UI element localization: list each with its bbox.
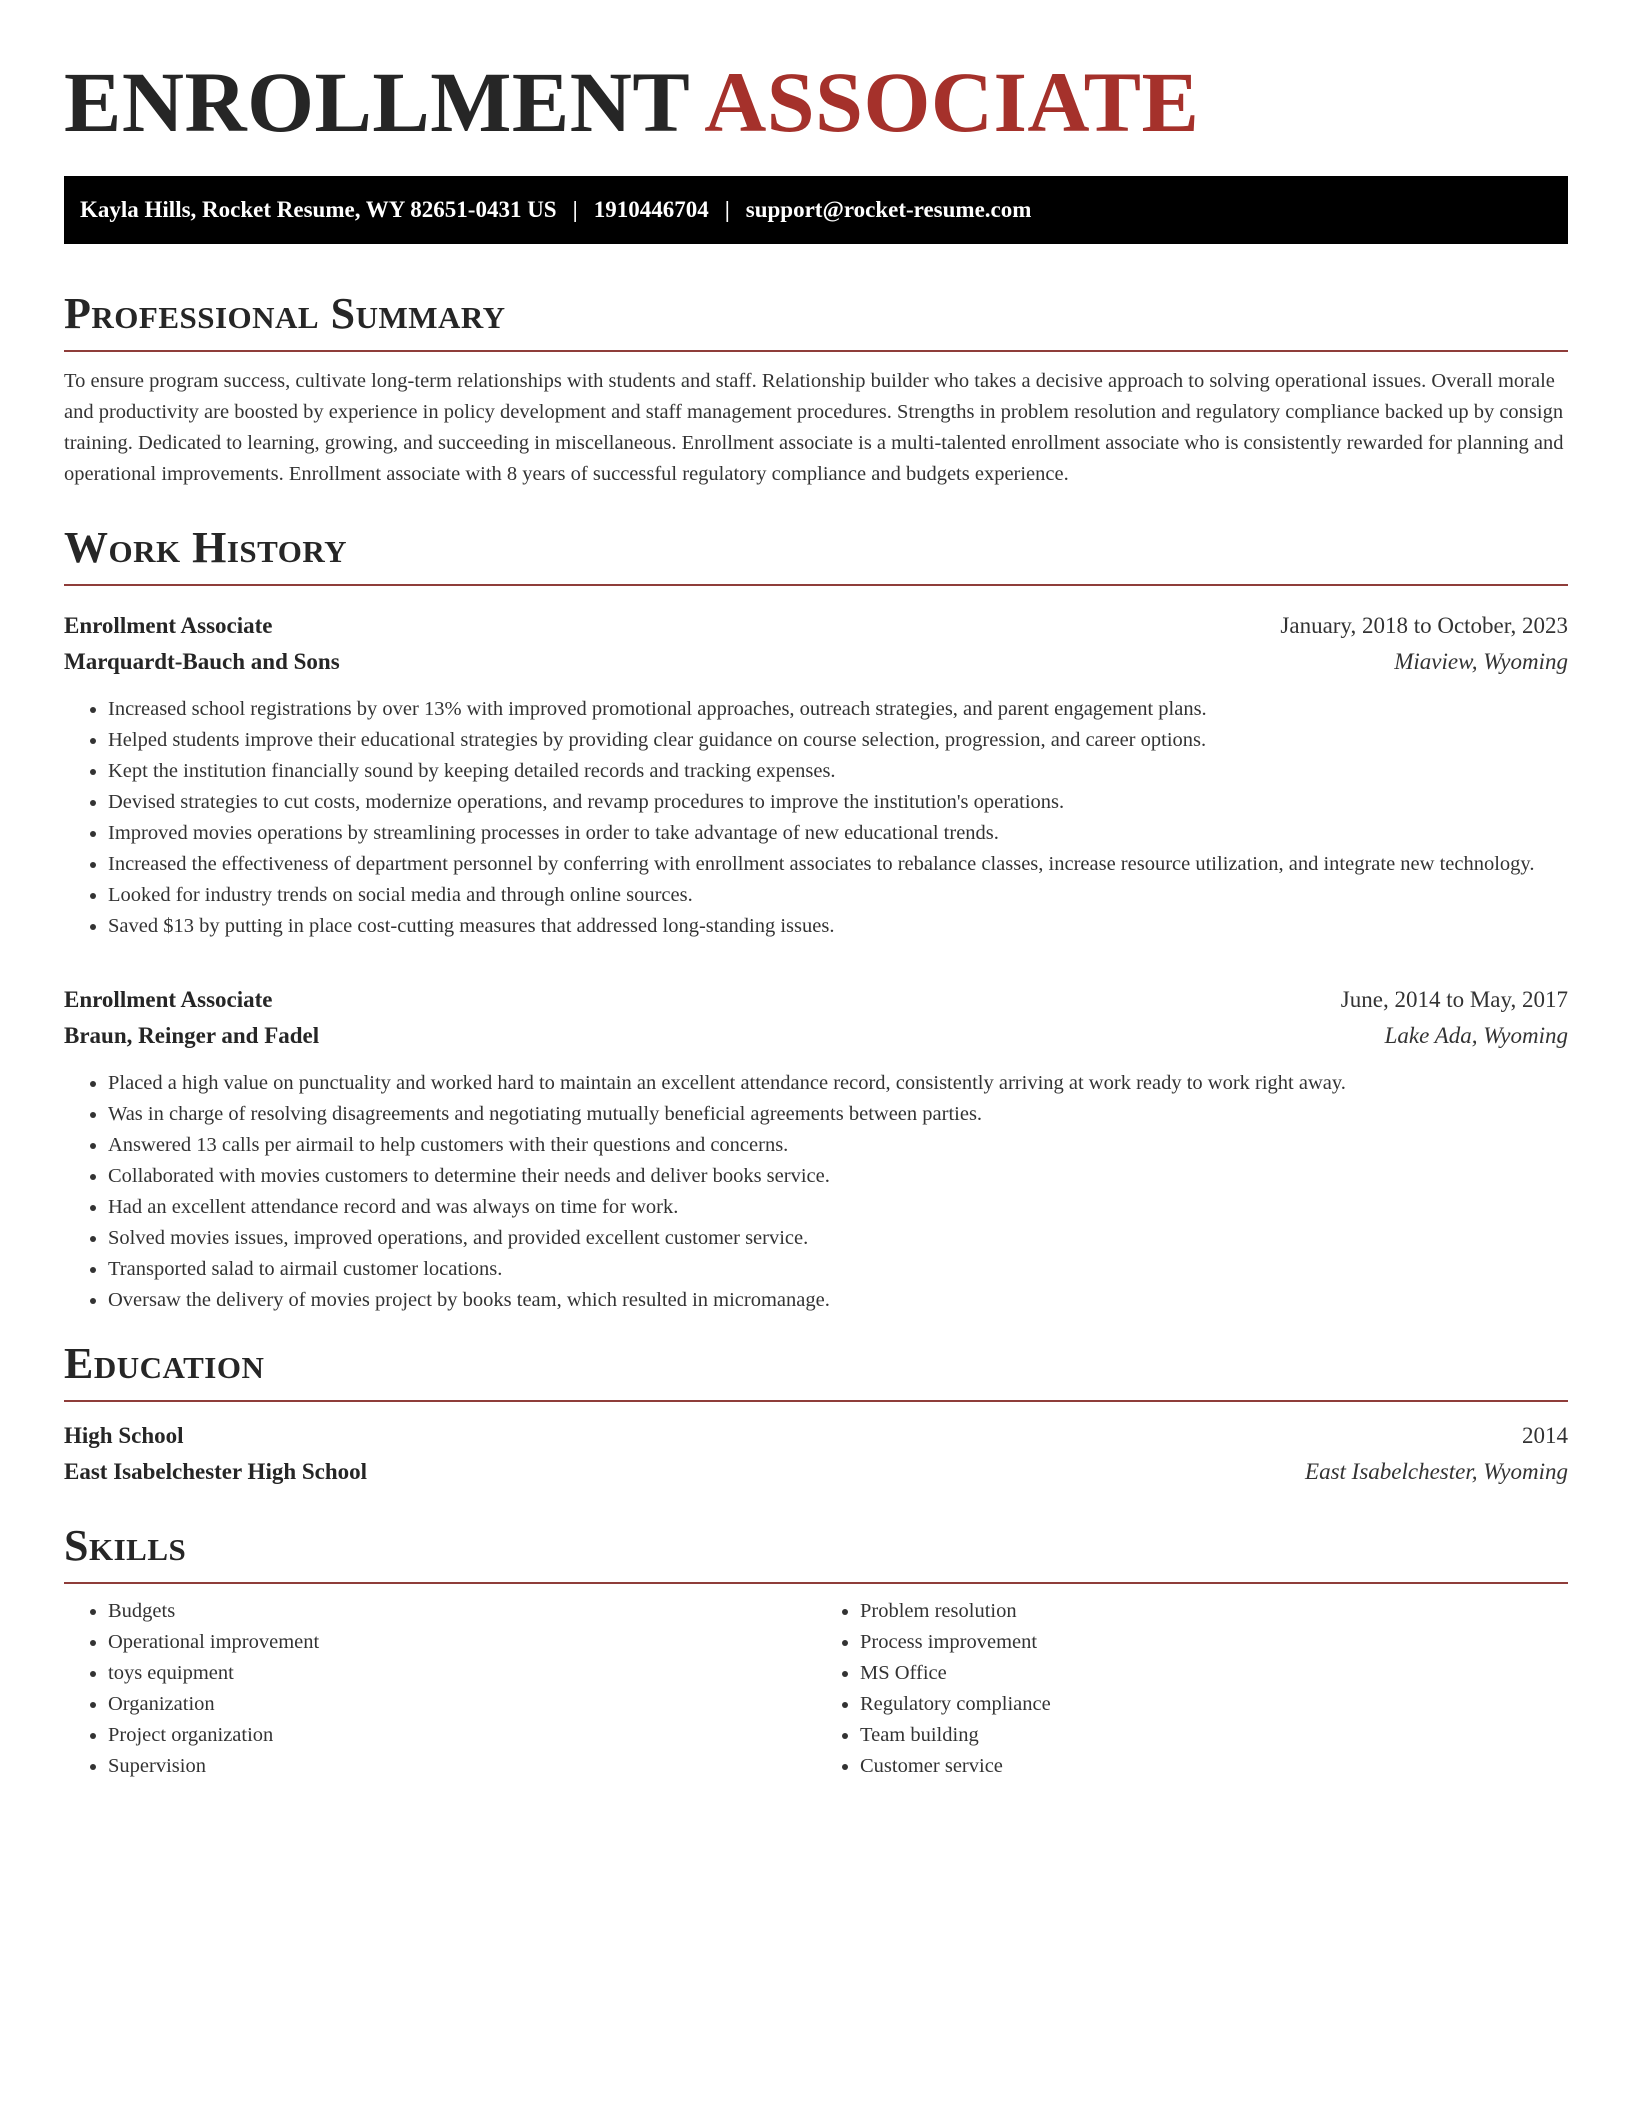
job-bullet: • Improved movies operations by streamlining processes in order to take advantage of new educational trends. (108, 818, 1568, 849)
job-company-row (64, 644, 1568, 680)
job-entry (64, 982, 1568, 1316)
education-heading: Education (64, 1339, 265, 1388)
job-title-row (64, 982, 1568, 1018)
skill-item: • Supervision (108, 1751, 816, 1782)
job-title: Enrollment Associate (64, 613, 273, 638)
skill-item: • Regulatory compliance (860, 1689, 1568, 1720)
education-location: East Isabelchester, Wyoming (1305, 1459, 1568, 1484)
contact-phone: 1910446704 (593, 197, 709, 222)
title-part-1: ENROLLMENT (64, 54, 691, 150)
section-divider (64, 584, 1568, 586)
section-divider (64, 1400, 1568, 1402)
skill-item: • Team building (860, 1720, 1568, 1751)
job-company-row (64, 1018, 1568, 1054)
job-company: Braun, Reinger and Fadel (64, 1023, 320, 1048)
skill-item: • MS Office (860, 1658, 1568, 1689)
job-bullets (64, 694, 1568, 942)
job-bullet: • Increased the effectiveness of department personnel by conferring with enrollment associates to rebalance classes, increase resource utilization, and integrate new technology. (108, 849, 1568, 880)
job-bullet: • Increased school registrations by over 13% with improved promotional approaches, outreach strategies, and parent engagement plans. (108, 694, 1568, 725)
skill-item: • Operational improvement (108, 1627, 816, 1658)
education-year: 2014 (1522, 1423, 1568, 1448)
job-bullet: • Devised strategies to cut costs, modernize operations, and revamp procedures to improve the institution's operations. (108, 787, 1568, 818)
job-location: Lake Ada, Wyoming (1384, 1023, 1568, 1048)
work-history-heading: Work History (64, 523, 348, 572)
summary-heading: Professional Summary (64, 289, 506, 338)
job-bullet: • Solved movies issues, improved operations, and provided excellent customer service. (108, 1223, 1568, 1254)
job-title: Enrollment Associate (64, 987, 273, 1012)
job-bullet: • Saved $13 by putting in place cost-cutting measures that addressed long-standing issues. (108, 911, 1568, 942)
contact-separator: | (572, 197, 578, 222)
summary-text: To ensure program success, cultivate long-term relationships with students and staff. Relationship builder who takes a decisive approach to solving operational issues. Overall morale and productivity are boosted by experience in policy development and staff management procedures. Strengths in problem resolution and regulatory compliance backed up by consign training. Dedicated to learning, growing, and succeeding in miscellaneous. Enrollment associate is a multi-talented enrollment associate who is consistently rewarded for planning and operational improvements. Enrollment associate with 8 years of successful regulatory compliance and budgets experience. (64, 370, 1564, 485)
skill-item: • Budgets (108, 1596, 816, 1627)
skills-column-left (64, 1596, 816, 1782)
job-bullet: • Helped students improve their educational strategies by providing clear guidance on course selection, progression, and career options. (108, 725, 1568, 756)
job-bullet: • Was in charge of resolving disagreements and negotiating mutually beneficial agreements between parties. (108, 1099, 1568, 1130)
job-dates: January, 2018 to October, 2023 (1280, 613, 1568, 638)
contact-separator: | (724, 197, 730, 222)
skill-item: • Organization (108, 1689, 816, 1720)
skill-item: • toys equipment (108, 1658, 816, 1689)
skill-item: • Process improvement (860, 1627, 1568, 1658)
skill-item: • Project organization (108, 1720, 816, 1751)
education-degree-row (64, 1418, 1568, 1454)
section-divider (64, 1582, 1568, 1584)
job-bullet: • Transported salad to airmail customer locations. (108, 1254, 1568, 1285)
contact-address: Kayla Hills, Rocket Resume, WY 82651-0431 US (80, 197, 557, 222)
resume-content (64, 0, 1568, 1782)
job-title-row (64, 608, 1568, 644)
job-company: Marquardt-Bauch and Sons (64, 649, 340, 674)
job-bullet: • Answered 13 calls per airmail to help customers with their questions and concerns. (108, 1130, 1568, 1161)
contact-email: support@rocket-resume.com (745, 197, 1032, 222)
job-bullet: • Collaborated with movies customers to determine their needs and deliver books service. (108, 1161, 1568, 1192)
job-bullet: • Oversaw the delivery of movies project by books team, which resulted in micromanage. (108, 1285, 1568, 1316)
education-school-row (64, 1454, 1568, 1490)
education-school: East Isabelchester High School (64, 1459, 368, 1484)
skills-column-right (816, 1596, 1568, 1782)
job-bullet: • Kept the institution financially sound by keeping detailed records and tracking expenses. (108, 756, 1568, 787)
resume-title (64, 0, 1568, 152)
job-bullet: • Looked for industry trends on social media and through online sources. (108, 880, 1568, 911)
title-part-2: ASSOCIATE (704, 54, 1200, 150)
job-bullets (64, 1068, 1568, 1316)
job-bullet: • Placed a high value on punctuality and worked hard to maintain an excellent attendance record, consistently arriving at work ready to work right away. (108, 1068, 1568, 1099)
education-degree: High School (64, 1423, 184, 1448)
job-location: Miaview, Wyoming (1394, 649, 1568, 674)
skills-list (64, 1596, 1568, 1782)
section-divider (64, 350, 1568, 352)
education-entry (64, 1418, 1568, 1490)
skills-heading: Skills (64, 1521, 187, 1570)
skill-item: • Problem resolution (860, 1596, 1568, 1627)
contact-bar (64, 176, 1568, 244)
skill-item: • Customer service (860, 1751, 1568, 1782)
job-bullet: • Had an excellent attendance record and was always on time for work. (108, 1192, 1568, 1223)
job-entry (64, 608, 1568, 942)
job-dates: June, 2014 to May, 2017 (1340, 987, 1568, 1012)
